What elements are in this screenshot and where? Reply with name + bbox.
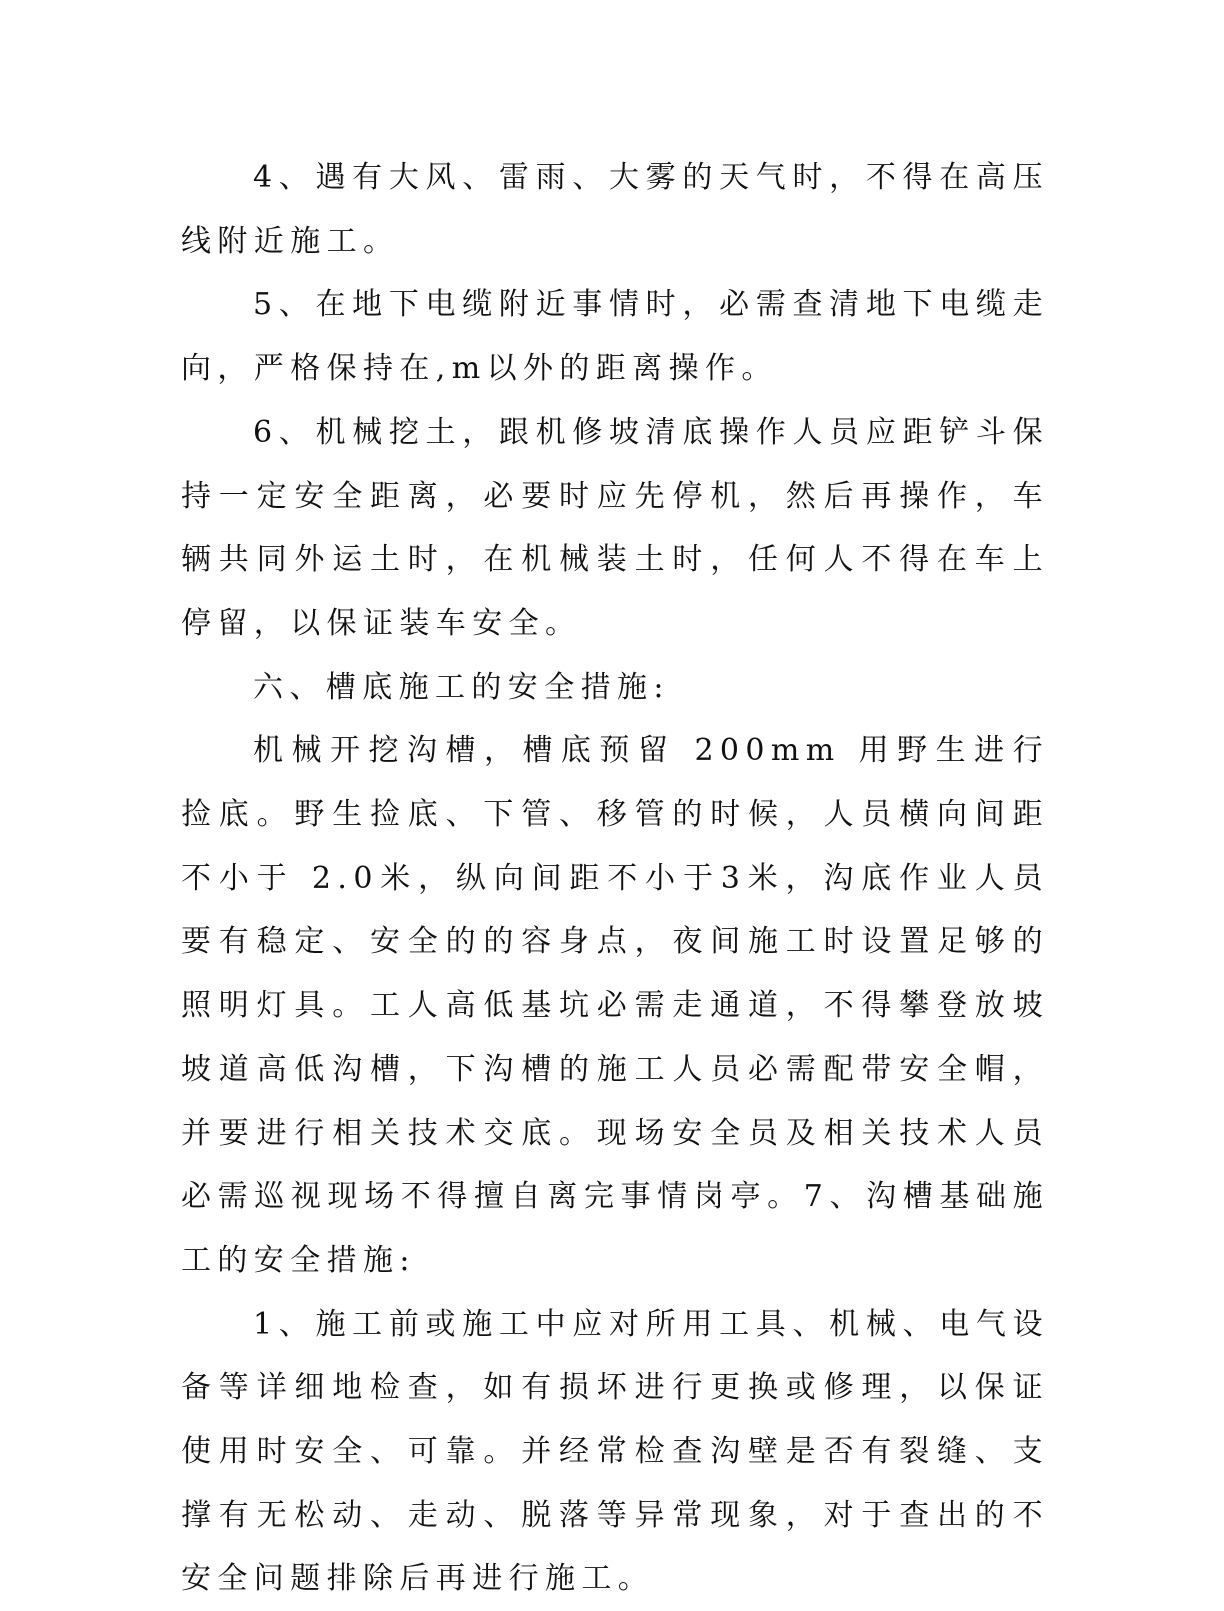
document-body xyxy=(181,146,1049,1611)
paragraph-4: 机械开挖沟槽，槽底预留 200mm 用野生进行捡底。野生捡底、下管、移管的时候，人员横向间距不小于 2.0米，纵向间距不小于3米，沟底作业人员要有稳定、安全的的容身点，夜间施工时设置足够的照明灯具。工人高低基坑必需走通道，不得攀登放坡坡道高低沟槽，下沟槽的施工人员必需配带安全帽，并要进行相关技术交底。现场安全员及相关技术人员必需巡视现场不得擅自离完事情岗亭。7、沟槽基础施工的安全措施: xyxy=(181,733,1049,1278)
paragraph-3: 6、机械挖土，跟机修坡清底操作人员应距铲斗保持一定安全距离，必要时应先停机，然后再操作，车辆共同外运土时，在机械装土时，任何人不得在车上停留，以保证装车安全。 xyxy=(181,414,1049,641)
paragraph-1: 4、遇有大风、雷雨、大雾的天气时，不得在高压线附近施工。 xyxy=(181,160,1049,259)
section-heading: 六、槽底施工的安全措施: xyxy=(253,669,670,705)
paragraph-5: 1、施工前或施工中应对所用工具、机械、电气设备等详细地检查，如有损坏进行更换或修理，以保证使用时安全、可靠。并经常检查沟壁是否有裂缝、支撑有无松动、走动、脱落等异常现象，对于查出的不安全问题排除后再进行施工。 xyxy=(181,1306,1049,1597)
paragraph-2: 5、在地下电缆附近事情时，必需查清地下电缆走向，严格保持在,m以外的距离操作。 xyxy=(181,287,1049,387)
